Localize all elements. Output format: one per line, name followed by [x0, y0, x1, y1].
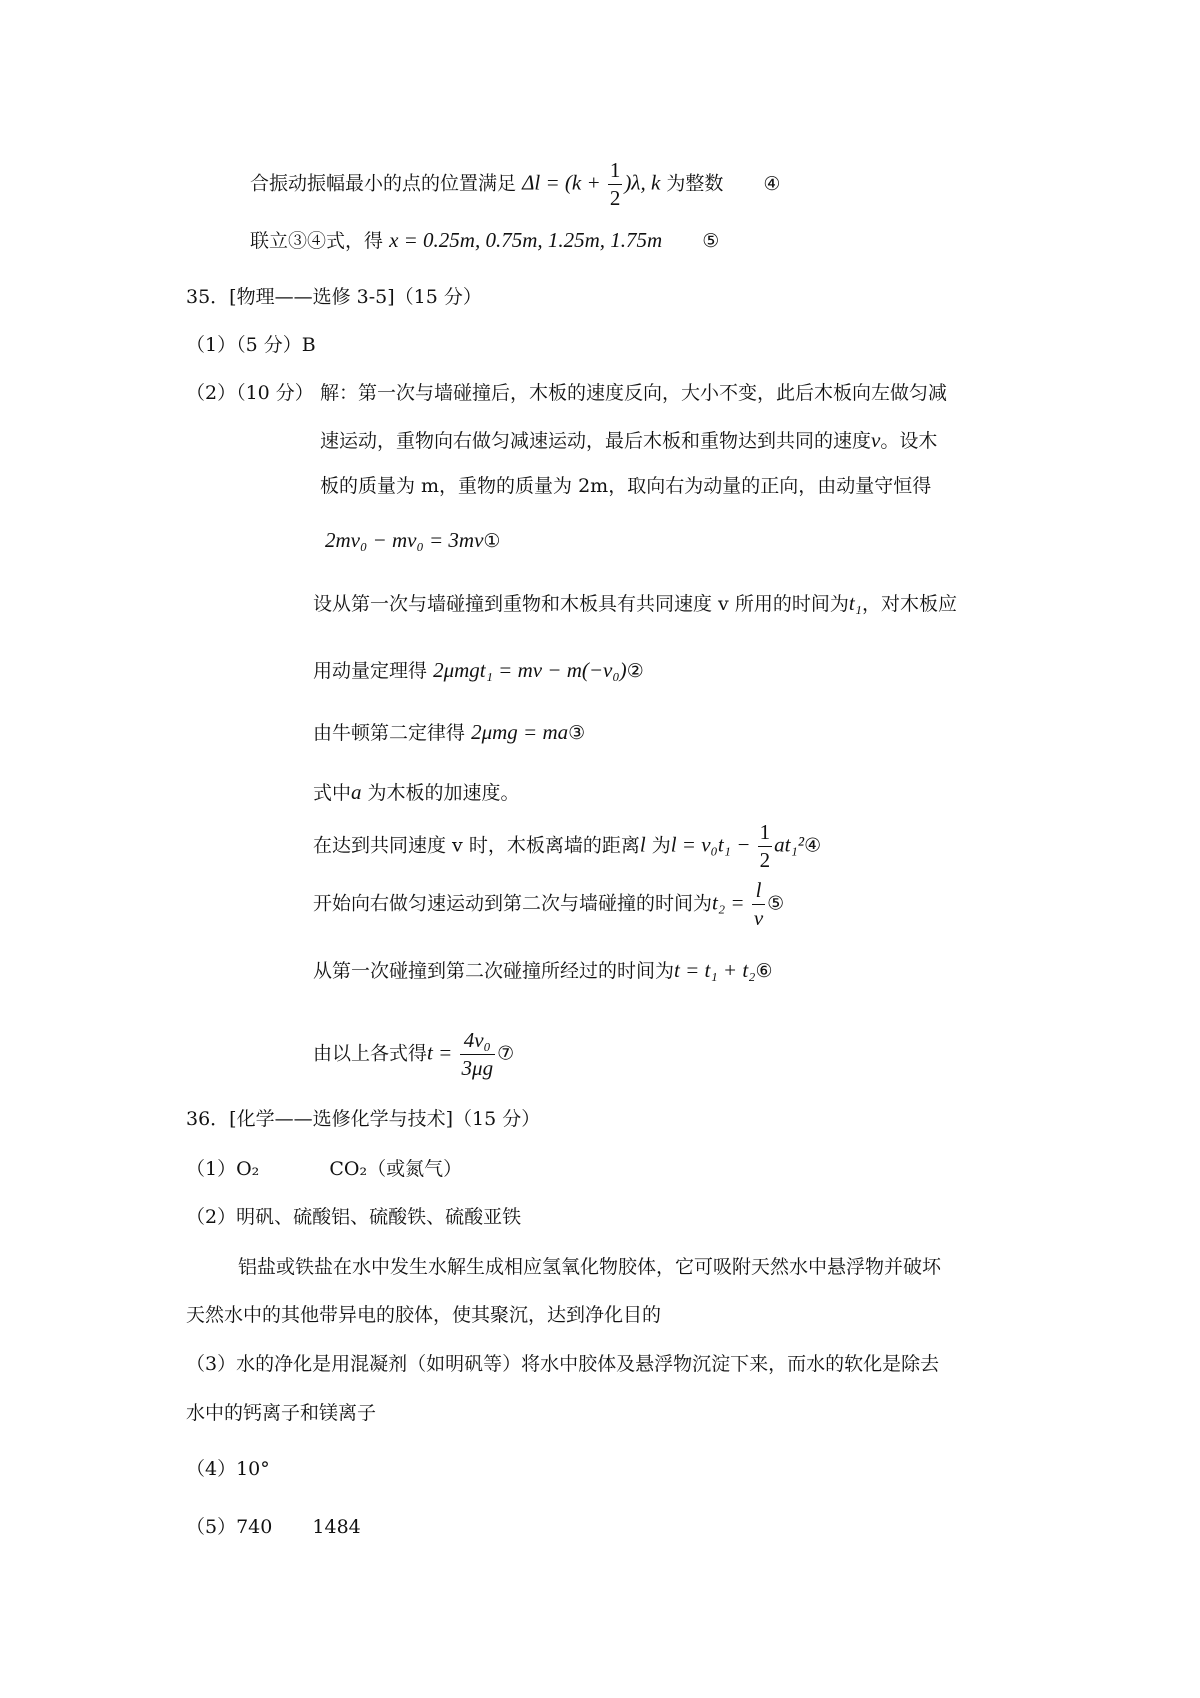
paragraph-line: 板的质量为 m，重物的质量为 2m，取向右为动量的正向，由动量守恒得	[320, 475, 932, 497]
fraction	[608, 160, 623, 209]
question-35-part-1: （1）（5 分）B	[186, 334, 316, 356]
equation-number: ⑦	[497, 1042, 515, 1065]
fraction-denominator: 2	[609, 186, 621, 210]
solution-positions	[250, 230, 719, 251]
formula: )λ, k	[624, 170, 661, 195]
time-symbol: t₁	[848, 591, 862, 615]
equation-number: ②	[626, 660, 644, 682]
answer: CO₂（或氮气）	[329, 1158, 463, 1180]
paragraph-line	[313, 593, 957, 614]
answer: 1484	[312, 1516, 361, 1538]
text: 联立③④式，得	[250, 230, 384, 252]
formula: t₂ =	[712, 890, 750, 915]
formula: 2μmg = ma	[471, 720, 569, 744]
text: 设从第一次与墙碰撞到重物和木板具有共同速度 v 所用的时间为	[313, 593, 849, 615]
equation-1	[325, 530, 500, 551]
equation-4-line	[313, 822, 821, 871]
text: ，对木板应	[861, 593, 957, 615]
paragraph-line: 铝盐或铁盐在水中发生水解生成相应氢氧化物胶体，它可吸附天然水中悬浮物并破坏	[238, 1256, 942, 1278]
formula: x = 0.25m, 0.75m, 1.25m, 1.75m	[389, 228, 663, 252]
equation-5-line	[313, 880, 784, 929]
fraction-denominator: 2	[759, 848, 771, 872]
acceleration-note	[313, 782, 520, 803]
fraction	[752, 880, 765, 929]
fraction-numerator: l	[752, 880, 765, 905]
equation-number: ⑥	[755, 960, 773, 982]
text: 。设木	[880, 430, 938, 452]
question-36-part-3: （3）水的净化是用混凝剂（如明矾等）将水中胶体及悬浮物沉淀下来，而水的软化是除去	[186, 1353, 940, 1375]
text: 由牛顿第二定律得	[313, 722, 466, 744]
fraction-denominator: 3μg	[461, 1056, 494, 1080]
distance-symbol: l	[639, 832, 646, 857]
equation-number: ⑤	[702, 230, 720, 252]
text: 式中	[313, 782, 352, 804]
paragraph-line	[320, 430, 937, 451]
text: 在达到共同速度 v 时，木板离墙的距离	[313, 834, 640, 857]
equation-7-line	[313, 1030, 514, 1079]
question-36-part-5	[186, 1518, 361, 1537]
fraction	[758, 822, 773, 871]
fraction	[460, 1030, 496, 1079]
equation-number: ④	[763, 172, 781, 195]
formula: 2μmgt₁ = mv − m(−v₀)	[433, 658, 627, 682]
text: 合振动振幅最小的点的位置满足	[250, 172, 517, 195]
text: 为整数	[666, 172, 724, 195]
equation-3-line	[313, 722, 585, 743]
question-36-title: 36．[化学——选修化学与技术]（15 分）	[186, 1108, 541, 1130]
fraction-numerator: 1	[758, 822, 773, 847]
text: 用动量定理得	[313, 660, 428, 682]
text: 由以上各式得	[313, 1042, 428, 1065]
equation-number: ④	[804, 834, 822, 857]
paragraph-line: 水中的钙离子和镁离子	[186, 1402, 377, 1424]
fraction-numerator: 1	[608, 160, 623, 185]
answer: （1）O₂	[186, 1158, 260, 1180]
fraction-numerator: 4v₀	[460, 1030, 496, 1055]
formula: 2mv₀ − mv₀ = 3mv	[325, 528, 484, 552]
question-35-title: 35．[物理——选修 3-5]（15 分）	[186, 286, 482, 308]
velocity-symbol: v	[871, 428, 881, 452]
acceleration-symbol: a	[351, 780, 362, 804]
formula: l = v₀t₁ −	[670, 832, 756, 857]
equation-2-line	[313, 660, 644, 681]
question-36-part-4: （4）10°	[186, 1458, 270, 1480]
text: 为	[645, 834, 671, 857]
paragraph-line: 解：第一次与墙碰撞后，木板的速度反向，大小不变，此后木板向左做匀减	[320, 382, 948, 404]
question-36-part-1	[186, 1160, 462, 1179]
fraction-denominator: v	[753, 906, 764, 930]
text: 从第一次碰撞到第二次碰撞所经过的时间为	[313, 960, 675, 982]
formula: t = t₁ + t₂	[674, 958, 756, 982]
formula: Δl = (k +	[522, 170, 606, 195]
text: 开始向右做匀速运动到第二次与墙碰撞的时间为	[313, 892, 713, 915]
formula: t =	[427, 1040, 458, 1065]
paragraph-line: 天然水中的其他带异电的胶体，使其聚沉，达到净化目的	[186, 1304, 662, 1326]
answer: （5）740	[186, 1516, 273, 1538]
text: 为木板的加速度。	[361, 782, 520, 804]
text: 速运动，重物向右做匀减速运动，最后木板和重物达到共同的速度	[320, 430, 872, 452]
question-36-part-2: （2）明矾、硫酸铝、硫酸铁、硫酸亚铁	[186, 1206, 522, 1228]
equation-6-line	[313, 960, 773, 981]
question-35-part-2-label: （2）（10 分）	[186, 382, 314, 404]
equation-number: ⑤	[767, 892, 785, 915]
equation-number: ①	[483, 530, 501, 552]
formula: at₁²	[774, 832, 805, 857]
equation-number: ③	[568, 722, 586, 744]
minimum-amplitude-condition	[250, 160, 780, 209]
